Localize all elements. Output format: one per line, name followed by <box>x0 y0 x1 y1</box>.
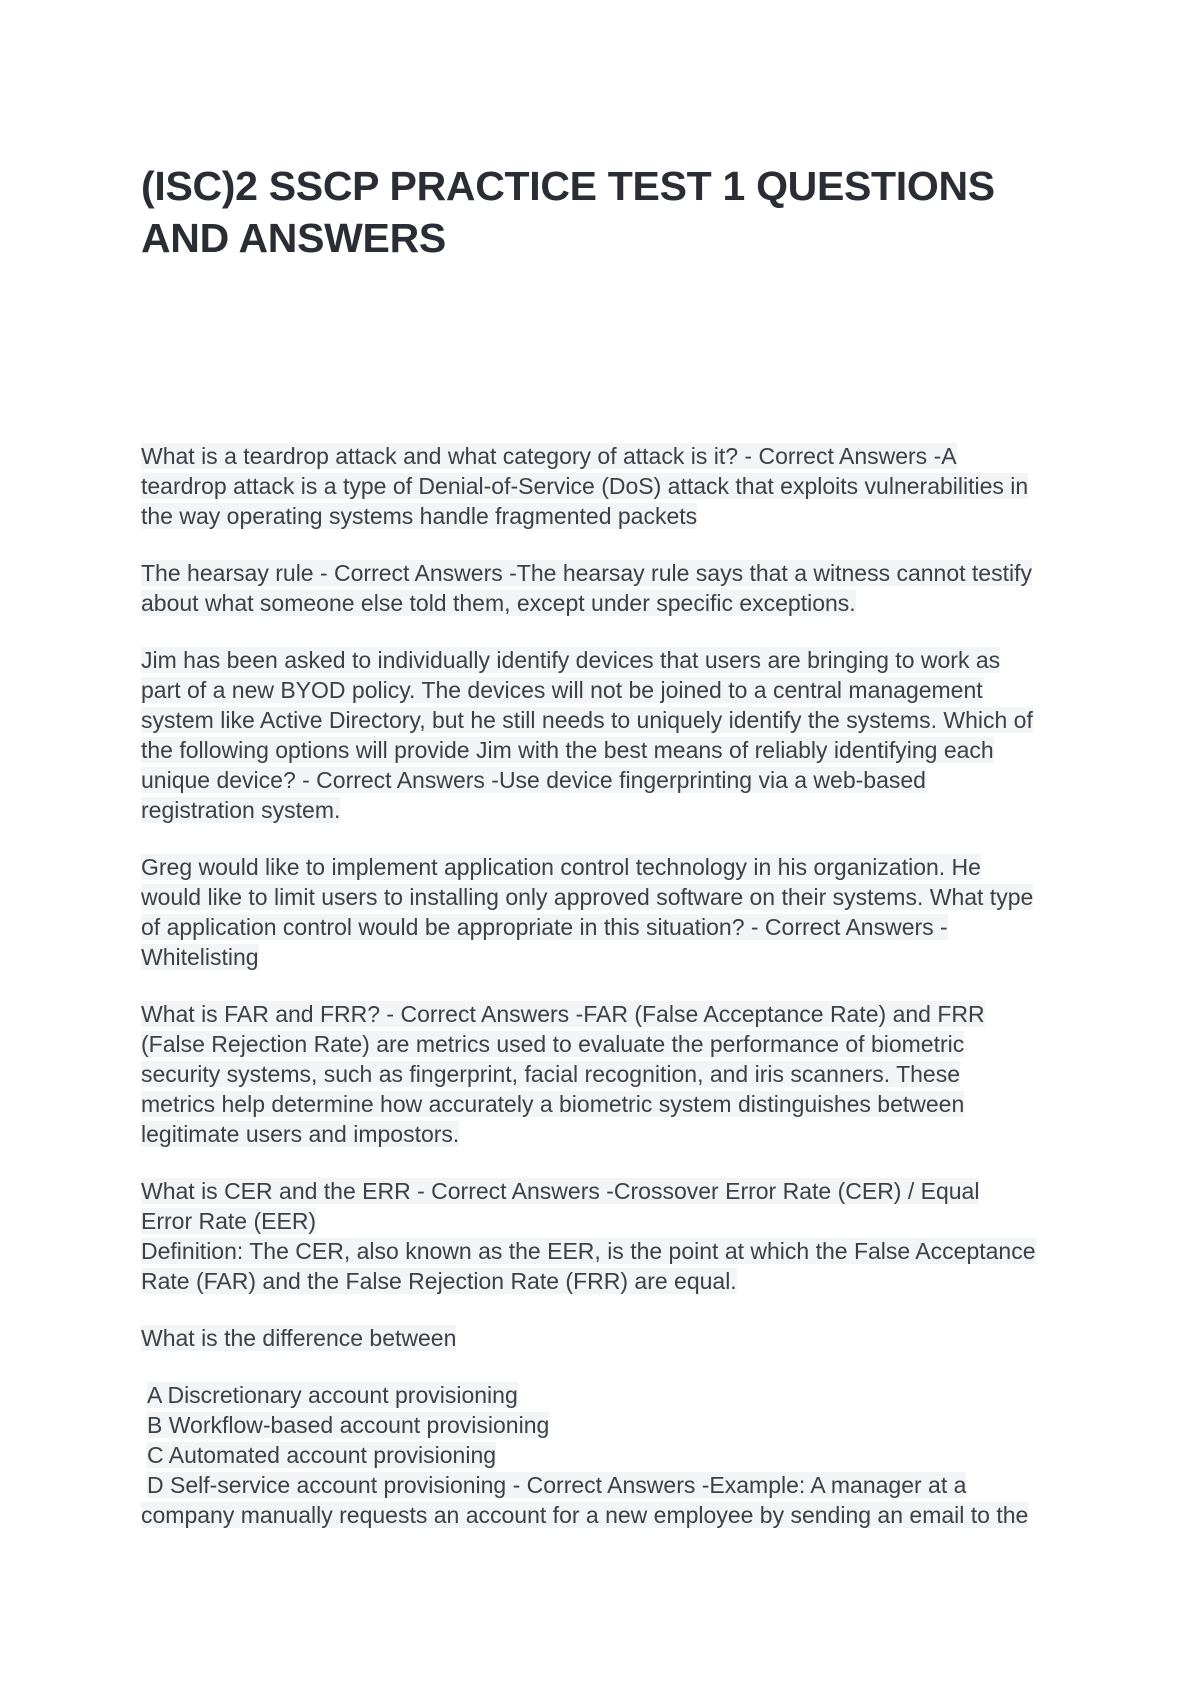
qa-line: of application control would be appropriate in this situation? - Correct Answers - <box>141 914 948 940</box>
title-line: AND ANSWERS <box>141 215 446 261</box>
qa-line: Jim has been asked to individually identify devices that users are bringing to work as <box>141 647 1001 673</box>
qa-line: the following options will provide Jim with the best means of reliably identifying each <box>141 737 994 763</box>
qa-item-difference <box>141 1323 1071 1353</box>
qa-item-application-control <box>141 852 1071 972</box>
qa-item-byod <box>141 645 1071 825</box>
qa-item-provisioning <box>141 1380 1071 1530</box>
qa-line: registration system. <box>141 797 341 823</box>
qa-line: legitimate users and impostors. <box>141 1121 460 1147</box>
qa-line: (False Rejection Rate) are metrics used to evaluate the performance of biometric <box>141 1031 965 1057</box>
qa-line: part of a new BYOD policy. The devices will not be joined to a central management <box>141 677 983 703</box>
qa-item-far-frr <box>141 999 1071 1149</box>
qa-line: Whitelisting <box>141 944 259 970</box>
qa-item-hearsay <box>141 558 1071 618</box>
qa-item-teardrop <box>141 441 1071 531</box>
qa-option-line: C Automated account provisioning <box>147 1442 497 1468</box>
title-line: (ISC)2 SSCP PRACTICE TEST 1 QUESTIONS <box>141 163 995 209</box>
qa-list <box>141 441 1071 1557</box>
qa-line: The hearsay rule - Correct Answers -The hearsay rule says that a witness cannot testify <box>141 560 1032 586</box>
qa-option-line: A Discretionary account provisioning <box>147 1382 518 1408</box>
qa-line: Error Rate (EER) <box>141 1208 317 1234</box>
qa-item-cer-err <box>141 1176 1071 1296</box>
qa-line: unique device? - Correct Answers -Use device fingerprinting via a web-based <box>141 767 926 793</box>
qa-line: teardrop attack is a type of Denial-of-Service (DoS) attack that exploits vulnerabilities in <box>141 473 1029 499</box>
qa-line: about what someone else told them, except under specific exceptions. <box>141 590 856 616</box>
qa-line: What is the difference between <box>141 1325 457 1351</box>
qa-line: the way operating systems handle fragmented packets <box>141 503 698 529</box>
qa-line: What is FAR and FRR? - Correct Answers -FAR (False Acceptance Rate) and FRR <box>141 1001 985 1027</box>
qa-line: What is CER and the ERR - Correct Answers -Crossover Error Rate (CER) / Equal <box>141 1178 980 1204</box>
qa-line: What is a teardrop attack and what category of attack is it? - Correct Answers -A <box>141 443 957 469</box>
qa-option-line: B Workflow-based account provisioning <box>147 1412 550 1438</box>
qa-line: Definition: The CER, also known as the EER, is the point at which the False Acceptance <box>141 1238 1036 1264</box>
qa-line: would like to limit users to installing only approved software on their systems. What type <box>141 884 1034 910</box>
document-title <box>141 160 1081 264</box>
qa-option-line: D Self-service account provisioning - Correct Answers -Example: A manager at a <box>147 1472 967 1498</box>
qa-line: security systems, such as fingerprint, facial recognition, and iris scanners. These <box>141 1061 960 1087</box>
qa-line: system like Active Directory, but he still needs to uniquely identify the systems. Which of <box>141 707 1033 733</box>
qa-line: metrics help determine how accurately a biometric system distinguishes between <box>141 1091 965 1117</box>
qa-line: company manually requests an account for a new employee by sending an email to the <box>141 1502 1029 1528</box>
qa-line: Rate (FAR) and the False Rejection Rate (FRR) are equal. <box>141 1268 737 1294</box>
qa-line: Greg would like to implement application control technology in his organization. He <box>141 854 981 880</box>
